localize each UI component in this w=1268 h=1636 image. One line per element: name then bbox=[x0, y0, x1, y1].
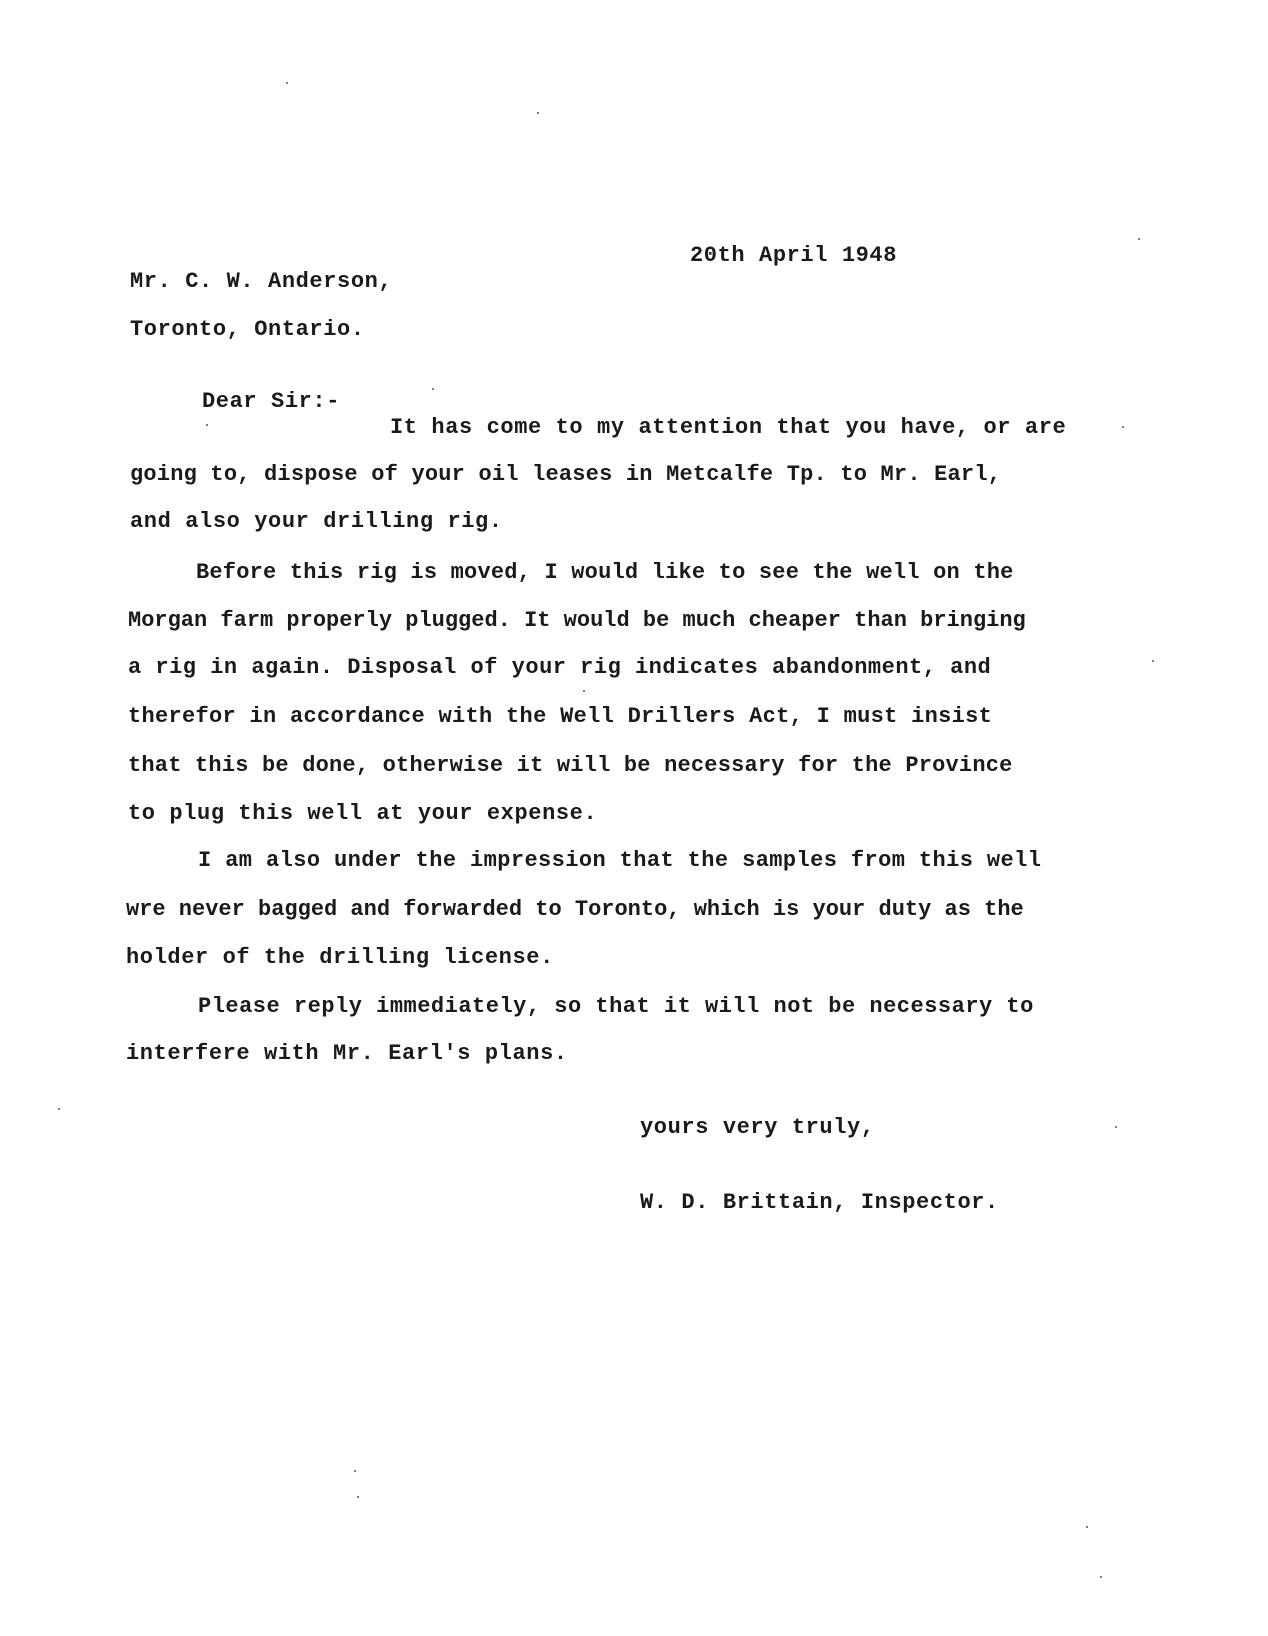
paragraph1-line: It has come to my attention that you have, or are bbox=[390, 415, 1067, 440]
signature: W. D. Brittain, Inspector. bbox=[640, 1190, 999, 1215]
scan-speck bbox=[286, 82, 288, 84]
paragraph2-line: to plug this well at your expense. bbox=[128, 801, 598, 826]
scan-speck bbox=[1100, 1576, 1102, 1578]
paragraph3-line: I am also under the impression that the samples from this well bbox=[198, 848, 1042, 873]
scan-speck bbox=[1086, 1526, 1088, 1528]
paragraph4-line: interfere with Mr. Earl's plans. bbox=[126, 1041, 568, 1066]
paragraph1-line: going to, dispose of your oil leases in Metcalfe Tp. to Mr. Earl, bbox=[130, 462, 1002, 487]
paragraph3-line: holder of the drilling license. bbox=[126, 945, 554, 970]
scan-speck bbox=[1138, 238, 1140, 240]
scan-speck bbox=[537, 112, 539, 114]
scan-speck bbox=[1122, 426, 1124, 428]
recipient-city: Toronto, Ontario. bbox=[130, 317, 365, 342]
paragraph2-line: a rig in again. Disposal of your rig indicates abandonment, and bbox=[128, 655, 992, 680]
paragraph2-line: Before this rig is moved, I would like to see the well on the bbox=[196, 560, 1014, 585]
scan-speck bbox=[354, 1470, 356, 1472]
paragraph2-line: therefor in accordance with the Well Drillers Act, I must insist bbox=[128, 704, 993, 729]
paragraph2-line: that this be done, otherwise it will be necessary for the Province bbox=[128, 753, 1013, 778]
salutation: Dear Sir:- bbox=[202, 389, 341, 414]
recipient-name: Mr. C. W. Anderson, bbox=[130, 269, 393, 294]
paragraph3-line: wre never bagged and forwarded to Toronto, which is your duty as the bbox=[126, 897, 1024, 922]
paragraph2-line: Morgan farm properly plugged. It would be much cheaper than bringing bbox=[128, 608, 1026, 633]
paragraph1-line: and also your drilling rig. bbox=[130, 509, 503, 534]
scan-speck bbox=[1152, 660, 1154, 662]
paragraph4-line: Please reply immediately, so that it will not be necessary to bbox=[198, 994, 1034, 1019]
scan-speck bbox=[432, 388, 434, 390]
scan-speck bbox=[58, 1108, 60, 1110]
closing: yours very truly, bbox=[640, 1115, 875, 1140]
scan-speck bbox=[1115, 1126, 1117, 1128]
scan-speck bbox=[206, 424, 208, 426]
scan-speck bbox=[357, 1496, 359, 1498]
letter-date: 20th April 1948 bbox=[690, 243, 898, 268]
scan-speck bbox=[583, 690, 585, 692]
